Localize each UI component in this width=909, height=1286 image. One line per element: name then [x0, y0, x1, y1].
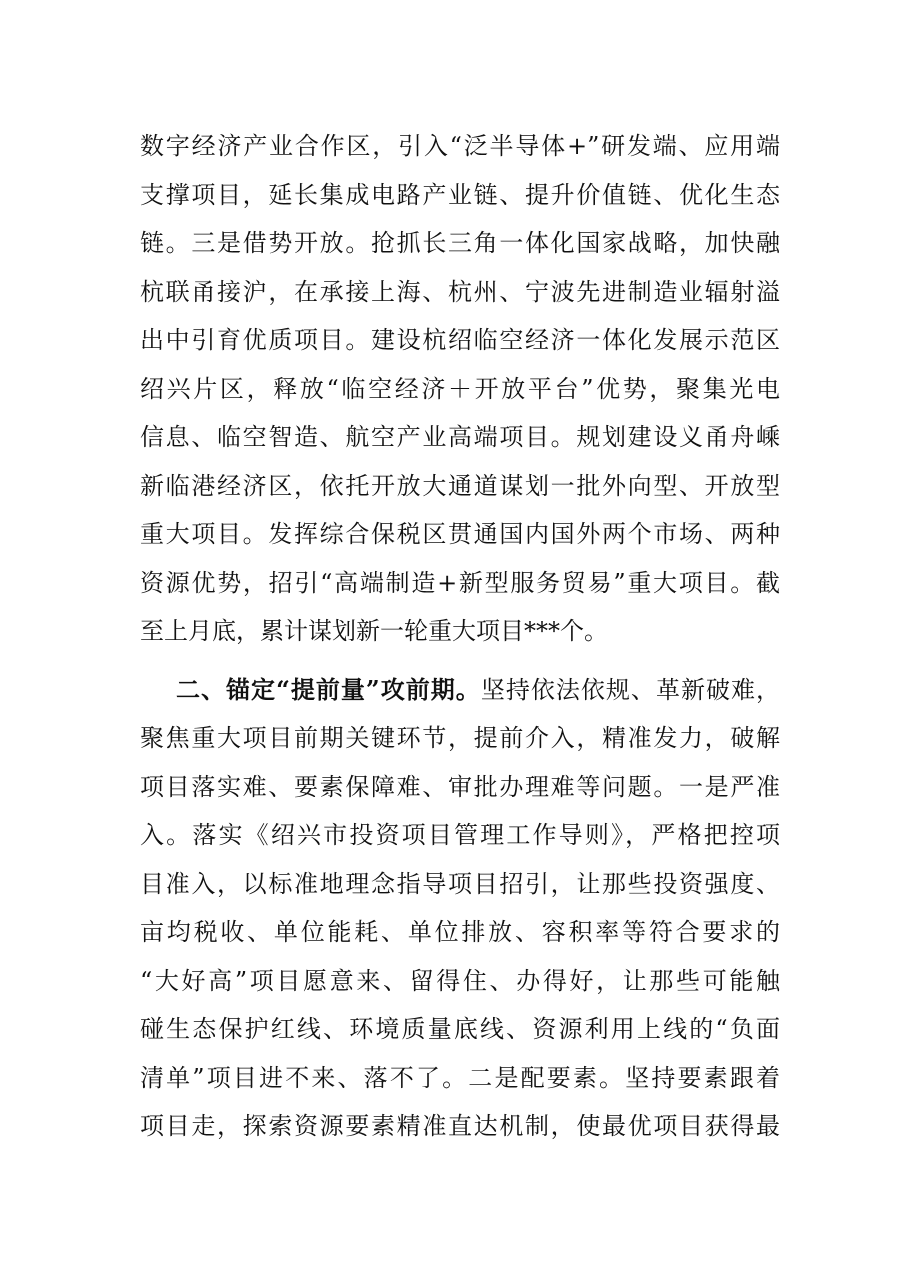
paragraph-2-line: 碰生态保护红线、环境质量底线、资源利用上线的“负面 [140, 1015, 780, 1043]
paragraph-1-line: 至上月底，累计谋划新一轮重大项目***个。 [140, 617, 608, 645]
paragraph-2-line: 项目落实难、要素保障难、审批办理难等问题。一是严准 [140, 772, 780, 801]
paragraph-spacer [140, 656, 780, 666]
paragraph-1-line: 杭联甬接沪，在承接上海、杭州、宁波先进制造业辐射溢 [140, 277, 780, 306]
paragraph-1-line: 资源优势，招引“高端制造+新型服务贸易”重大项目。截 [140, 568, 780, 597]
paragraph-1-line: 绍兴片区，释放“临空经济＋开放平台”优势，聚集光电 [140, 374, 780, 403]
paragraph-2-line: 亩均税收、单位能耗、单位排放、容积率等符合要求的 [140, 918, 780, 946]
paragraph-1-line: 信息、临空智造、航空产业高端项目。规划建设义甬舟嵊 [140, 423, 780, 451]
paragraph-2-line: 入。落实《绍兴市投资项目管理工作导则》，严格把控项 [140, 821, 780, 849]
paragraph-2-first-line [140, 666, 780, 715]
paragraph-1-line: 重大项目。发挥综合保税区贯通国内国外两个市场、两种 [140, 520, 780, 548]
paragraph-1-line: 新临港经济区，依托开放大通道谋划一批外向型、开放型 [140, 471, 780, 500]
paragraph-1-line: 支撑项目，延长集成电路产业链、提升价值链、优化生态 [140, 180, 780, 209]
paragraph-2-line: 项目走，探索资源要素精准直达机制，使最优项目获得最 [140, 1112, 780, 1140]
paragraph-1-line: 数字经济产业合作区，引入“泛半导体+”研发端、应用端 [140, 132, 780, 160]
paragraph-2-first-line-text: 坚持依法依规、革新破难， [480, 675, 781, 704]
paragraph-1-line: 链。三是借势开放。抢抓长三角一体化国家战略，加快融 [140, 229, 780, 257]
paragraph-2-line: 清单”项目进不来、落不了。二是配要素。坚持要素跟着 [140, 1063, 780, 1092]
paragraph-1 [140, 122, 780, 656]
paragraph-2-line: 目准入，以标准地理念指导项目招引，让那些投资强度、 [140, 869, 780, 898]
section-heading: 二、锚定“提前量”攻前期。 [176, 674, 481, 704]
paragraph-2-line: “大好高”项目愿意来、留得住、办得好，让那些可能触 [140, 966, 780, 995]
paragraph-2-line: 聚焦重大项目前期关键环节，提前介入，精准发力，破解 [140, 724, 780, 752]
paragraph-2 [140, 666, 780, 1151]
document-body [140, 122, 780, 1151]
paragraph-1-line: 出中引育优质项目。建设杭绍临空经济一体化发展示范区 [140, 326, 780, 354]
